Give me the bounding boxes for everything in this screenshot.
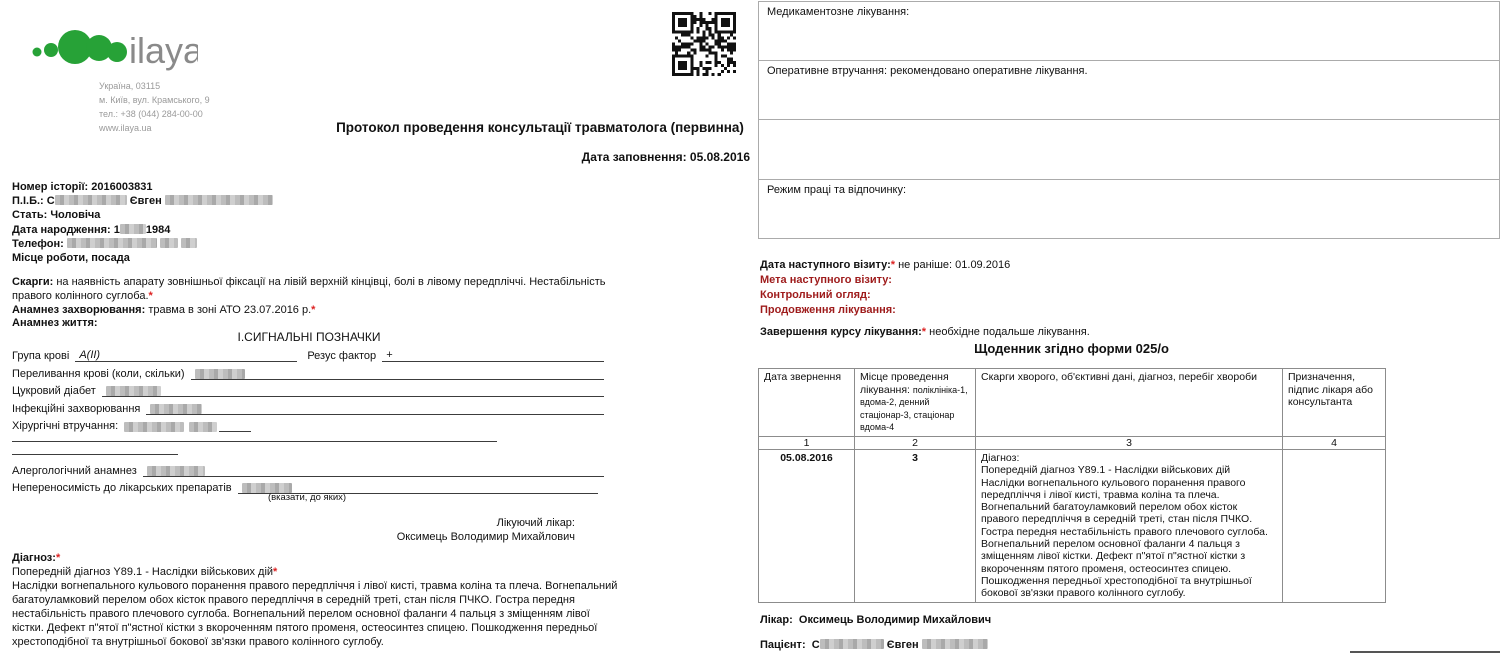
redacted-text	[55, 195, 127, 205]
blood-group-field	[75, 346, 297, 362]
redacted-text	[165, 195, 273, 205]
history-number-value: 2016003831	[91, 181, 153, 193]
diary-table	[758, 368, 1386, 603]
surgery-row	[12, 416, 604, 432]
entry-prescription-cell	[1283, 450, 1386, 603]
redacted-text	[124, 422, 184, 432]
patient-name-first: С	[46, 195, 55, 208]
transfusion-label: Переливання крові (коли, скільки)	[12, 368, 185, 380]
doctor-name: Оксимець Володимир Михайлович	[798, 614, 992, 626]
diary-col2-header	[855, 369, 976, 437]
patient-name-line	[12, 194, 273, 208]
diagnosis-label: Діагноз:	[12, 552, 56, 564]
required-asterisk: *	[890, 259, 896, 271]
required-asterisk: *	[921, 326, 927, 338]
redacted-text	[67, 238, 157, 248]
next-visit-date-value: не раніше: 01.09.2016	[898, 259, 1011, 271]
patient-first: С	[811, 639, 820, 651]
entry-place-cell: 3	[855, 450, 976, 603]
column-number: 4	[1283, 436, 1386, 450]
doctor-signature-line	[760, 614, 991, 626]
treatment-boxes	[758, 2, 1500, 239]
diabetes-label: Цукровий діабет	[12, 385, 96, 397]
history-number-label: Номер історії:	[12, 181, 89, 193]
complaints-text: на наявність апарату зовнішньої фіксації на лівій верхній кінцівці, болі в лівому передпліччі. Нестабільність правого колінного суглоба.	[12, 276, 606, 302]
disease-anamnesis-line	[12, 303, 612, 317]
address-line: м. Київ, вул. Крамського, 9	[99, 95, 210, 105]
transfusion-field	[191, 364, 604, 380]
address-line: тел.: +38 (044) 284-00-00	[99, 109, 203, 119]
diary-entry-row	[759, 450, 1386, 603]
history-number-line	[12, 180, 273, 194]
birth-label: Дата народження:	[12, 223, 111, 236]
sex-value: Чоловіча	[50, 209, 101, 222]
diary-header-row	[759, 369, 1386, 437]
work-rest-regime-label: Режим праці та відпочинку:	[767, 184, 907, 196]
signature-line	[1350, 651, 1500, 653]
treatment-continuation-label: Продовження лікування:	[760, 304, 896, 316]
patient-birth-line	[12, 223, 273, 237]
diagnosis-block	[12, 551, 624, 649]
surgical-treatment-box	[758, 60, 1500, 120]
redacted-text	[820, 639, 884, 649]
patient-middle: Євген	[886, 639, 919, 651]
disease-anamnesis-text: травма в зоні АТО 23.07.2016 р.	[148, 304, 312, 316]
redacted-text	[189, 422, 217, 432]
treatment-completion-value: необхідне подальше лікування.	[929, 326, 1090, 338]
column-number: 2	[855, 436, 976, 450]
redacted-text	[147, 466, 205, 476]
qr-code	[672, 12, 736, 76]
redacted-text	[160, 238, 178, 248]
disease-anamnesis-label: Анамнез захворювання:	[12, 304, 146, 316]
surgical-treatment-text: Оперативне втручання: рекомендовано оперативне лікування.	[767, 65, 1088, 77]
redacted-text	[195, 369, 245, 379]
redacted-text	[150, 404, 202, 414]
diabetes-row	[12, 381, 604, 397]
medication-label: Медикаментозне лікування:	[767, 6, 910, 18]
brand-name-text: ilaya	[129, 30, 198, 71]
empty-box	[758, 119, 1500, 180]
diary-col4-header: Призначення, підпис лікаря або консультанта	[1283, 369, 1386, 437]
workplace-line: Місце роботи, посада	[12, 252, 130, 265]
surgery-label: Хірургічні втручання:	[12, 420, 119, 432]
patient-name-middle: Євген	[129, 195, 162, 208]
attending-doctor-name: Оксимець Володимир Михайлович	[396, 531, 575, 543]
rh-factor-label: Резус фактор	[307, 350, 377, 362]
next-visit-date-label: Дата наступного візиту:	[760, 259, 891, 271]
complaints-paragraph	[12, 275, 612, 303]
treatment-completion-label: Завершення курсу лікування:	[760, 326, 922, 338]
blood-group-value: A(II)	[79, 349, 101, 361]
surgery-field	[219, 416, 251, 432]
infection-row	[12, 399, 604, 415]
intolerance-hint: (вказати, до яких)	[267, 492, 347, 503]
column-number: 1	[759, 436, 855, 450]
entry-preliminary-diagnosis: Попередній діагноз Y89.1 - Наслідки військових дій	[981, 464, 1231, 477]
transfusion-row	[12, 364, 604, 380]
required-asterisk: *	[311, 304, 316, 316]
medication-box	[758, 1, 1500, 61]
phone-label: Телефон:	[12, 237, 64, 250]
diagnosis-details: Наслідки вогнепального кульового поранення правого передпліччя і лівої кисті, травма коліна та плеча. Вогнепальний багатоуламковий перелом обох кісток правого передпліччя в середній треті, стан після ПЧКО. Гостра передня нестабільність правого плечового суглоба. Вогнепальний перелом основної фаланги 4 пальця з зміщенням лівої кістки. Дефект п"ятої п"ястної кістки з вкороченням пятого променя, остеосинтез спицею. Пошкодження передньої хрестоподібної та внутрішньої бокової зв'язки правого колінного суглобу.	[12, 580, 618, 648]
patient-label: Пацієнт:	[760, 639, 806, 651]
patient-name-label: П.І.Б.:	[12, 195, 44, 208]
intolerance-label: Непереносимість до лікарських препаратів	[12, 482, 232, 494]
patient-info	[12, 180, 273, 265]
work-rest-regime-box	[758, 179, 1500, 239]
next-visit-purpose-label: Мета наступного візиту:	[760, 274, 892, 286]
required-asterisk: *	[55, 552, 61, 564]
life-anamnesis-label: Анамнез життя:	[12, 317, 98, 329]
entry-notes-cell	[976, 450, 1283, 603]
diary-number-row	[759, 436, 1386, 450]
patient-signature-line	[760, 639, 988, 651]
redacted-text	[106, 386, 161, 396]
redacted-text	[120, 224, 146, 234]
redacted-text	[922, 639, 988, 649]
allergy-label: Алергологічний анамнез	[12, 465, 137, 477]
sex-label: Стать:	[12, 209, 48, 222]
attending-doctor-label: Лікуючий лікар:	[496, 517, 575, 529]
diary-col1-header: Дата звернення	[759, 369, 855, 437]
birth-prefix: 1	[113, 223, 120, 236]
diabetes-field	[102, 381, 604, 397]
doctor-label: Лікар:	[760, 614, 793, 626]
fill-date: Дата заповнення: 05.08.2016	[581, 150, 750, 164]
infection-field	[146, 399, 604, 415]
surgery-continuation-line	[12, 441, 497, 442]
redacted-text	[181, 238, 197, 248]
complaints-label: Скарги:	[12, 276, 54, 288]
allergy-row	[12, 461, 604, 477]
address-line: Україна, 03115	[99, 81, 161, 91]
next-visit-block	[760, 258, 1010, 318]
patient-phone-line	[12, 237, 273, 251]
page-title: Протокол проведення консультації травматолога (первинна)	[336, 120, 744, 135]
preliminary-diagnosis: Попередній діагноз Y89.1 - Наслідки військових дій	[12, 566, 274, 578]
diary-col2-header-main: Місце проведення лікування:	[860, 371, 949, 396]
entry-diagnosis-details: Наслідки вогнепального кульового поранення правого передпліччя і лівої кисті, травма коліна та плеча. Вогнепальний багатоуламковий перелом обох кісток правого передпліччя в середній треті, стан після ПЧКО. Гостра передня нестабільність правого плечового суглоба. Вогнепальний перелом основної фаланги 4 пальця з зміщенням лівої кістки. Дефект п"ятої п"ястної кістки з вкороченням пятого променя, остеосинтез спицею. Пошкодження передньої хрестоподібної та внутрішньої бокової зв'язки правого колінного суглобу.	[981, 476, 1268, 600]
blood-group-row	[12, 346, 604, 362]
diary-col2-header-sub: поліклініка-1, вдома-2, денний стаціонар-3, стаціонар вдома-4	[860, 384, 968, 432]
blood-group-label: Група крові	[12, 350, 70, 362]
signal-marks-title: І.СИГНАЛЬНІ ПОЗНАЧКИ	[237, 330, 381, 344]
diary-col3-header: Скарги хворого, об'єктивні дані, діагноз, перебіг хвороби	[976, 369, 1283, 437]
clinic-address	[99, 79, 210, 135]
rh-factor-value: +	[386, 349, 393, 361]
birth-year: 1984	[145, 223, 171, 236]
next-visit-date-line	[760, 258, 1010, 273]
required-asterisk: *	[148, 290, 153, 302]
treatment-completion-line	[760, 326, 1090, 338]
rh-factor-field	[382, 346, 604, 362]
surgery-continuation-line	[12, 454, 178, 455]
patient-sex-line	[12, 208, 273, 222]
column-number: 3	[976, 436, 1283, 450]
required-asterisk: *	[273, 566, 278, 578]
diary-title: Щоденник згідно форми 025/о	[974, 341, 1169, 356]
ilaya-logo	[28, 10, 198, 80]
address-line: www.ilaya.ua	[99, 123, 152, 133]
control-exam-label: Контрольний огляд:	[760, 289, 871, 301]
attending-doctor-block	[300, 516, 575, 544]
entry-date-cell: 05.08.2016	[759, 450, 855, 603]
infection-label: Інфекційні захворювання	[12, 403, 141, 415]
allergy-field	[143, 461, 604, 477]
entry-diagnosis-label: Діагноз:	[981, 452, 1020, 464]
